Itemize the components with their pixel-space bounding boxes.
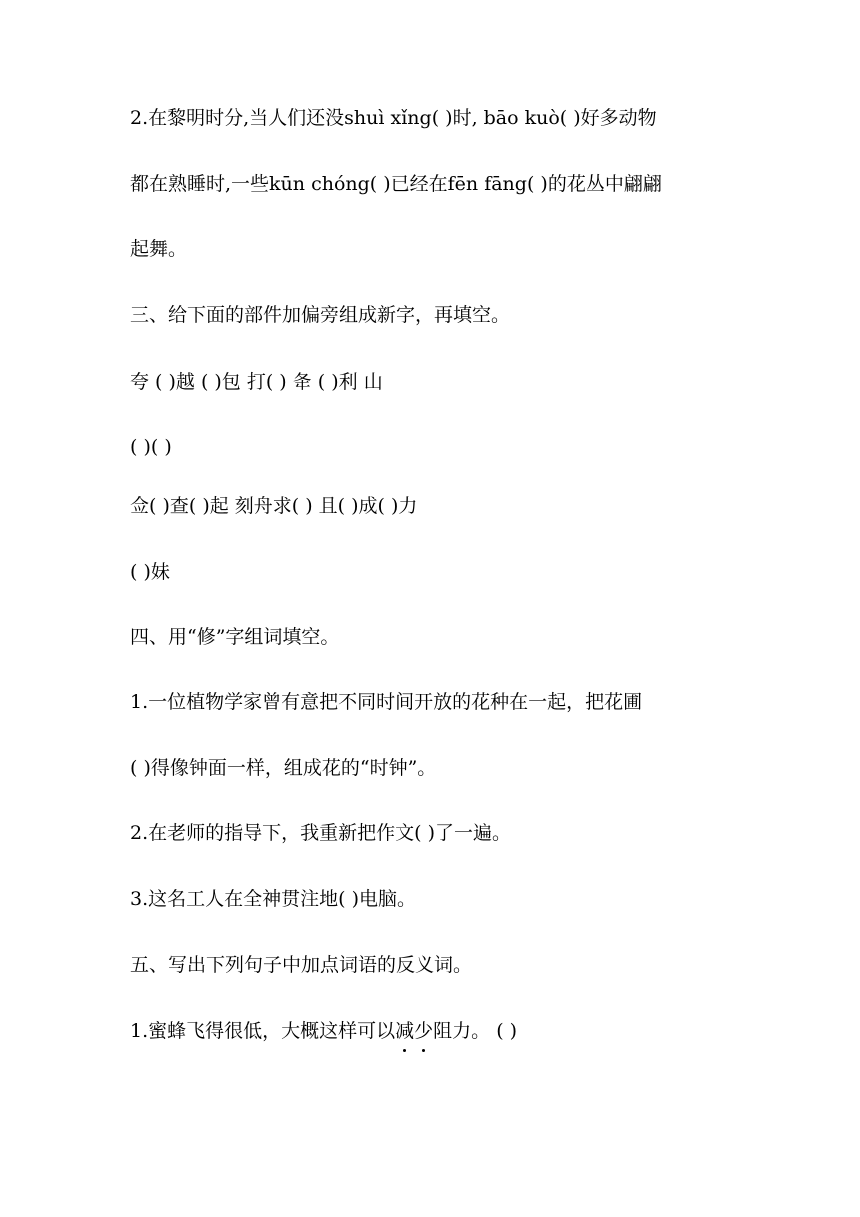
section-4-question-1-line-1: 1.一位植物学家曾有意把不同时间开放的花种在一起，把花圃	[130, 691, 643, 713]
section-5-question-1	[130, 1018, 730, 1044]
section-3-heading: 三、给下面的部件加偏旁组成新字，再填空。	[130, 304, 511, 326]
section-3-row-1: 夸 ( )越 ( )包 打( ) 夅 ( )利 山	[130, 371, 383, 393]
section-3-row-3: 佥( )查( )起 刻舟求( ) 且( )成( )力	[130, 495, 418, 517]
section-4-question-2: 2.在老师的指导下，我重新把作文( )了一遍。	[130, 822, 511, 844]
dotted-char-2: 少	[414, 1020, 434, 1042]
section-3-row-2: ( )( )	[130, 436, 172, 458]
section-3-row-4: ( )妹	[130, 561, 170, 583]
section-4-question-3: 3.这名工人在全神贯注地( )电脑。	[130, 888, 416, 910]
question-2-line-1: 2.在黎明时分,当人们还没shuì xǐng( )时, bāo kuò( )好多动物	[130, 107, 657, 129]
question-2-line-2: 都在熟睡时,一些kūn chóng( )已经在fēn fāng( )的花丛中翩翩	[130, 173, 662, 195]
section-4-heading: 四、用“修”字组词填空。	[130, 626, 340, 648]
question-text-before: 1.蜜蜂飞得很低，大概这样可以	[130, 1020, 396, 1042]
dotted-char-1: 减	[395, 1020, 415, 1042]
section-4-question-1-line-2: ( )得像钟面一样，组成花的“时钟”。	[130, 757, 437, 779]
question-2-line-3: 起舞。	[130, 238, 188, 260]
question-text-after: 阻力。 ( )	[433, 1020, 518, 1042]
section-5-heading: 五、写出下列句子中加点词语的反义词。	[130, 954, 473, 976]
